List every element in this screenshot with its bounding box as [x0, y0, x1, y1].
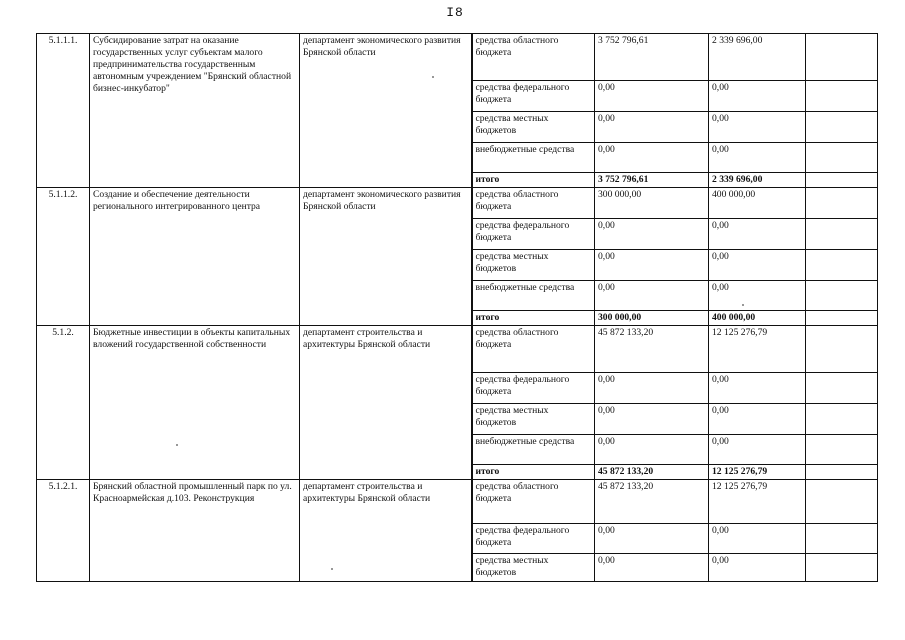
amount-3	[806, 281, 878, 311]
item-department: департамент строительства и архитектуры Брянской области	[300, 326, 472, 480]
scan-speck	[432, 76, 434, 78]
amount-1: 45 872 133,20	[595, 326, 709, 373]
item-number: 5.1.2.	[37, 326, 90, 480]
funding-source: средства местных бюджетов	[472, 112, 595, 143]
amount-3	[806, 326, 878, 373]
amount-1: 0,00	[595, 112, 709, 143]
amount-1: 3 752 796,61	[595, 34, 709, 81]
amount-3	[806, 480, 878, 524]
amount-3	[806, 81, 878, 112]
total-amount-2: 400 000,00	[709, 311, 806, 326]
amount-2: 0,00	[709, 373, 806, 404]
amount-3	[806, 34, 878, 81]
amount-2: 0,00	[709, 143, 806, 173]
amount-3	[806, 404, 878, 435]
total-amount-3	[806, 173, 878, 188]
scan-speck	[742, 304, 744, 306]
amount-1: 300 000,00	[595, 188, 709, 219]
item-number: 5.1.2.1.	[37, 480, 90, 582]
funding-source: средства федерального бюджета	[472, 524, 595, 554]
amount-2: 0,00	[709, 81, 806, 112]
amount-2: 0,00	[709, 435, 806, 465]
total-amount-3	[806, 465, 878, 480]
item-name: Бюджетные инвестиции в объекты капитальных вложений государственной собственности	[90, 326, 300, 480]
amount-1: 45 872 133,20	[595, 480, 709, 524]
funding-source: внебюджетные средства	[472, 143, 595, 173]
amount-3	[806, 435, 878, 465]
item-number: 5.1.1.2.	[37, 188, 90, 326]
table-row	[37, 326, 878, 373]
funding-source: средства местных бюджетов	[472, 404, 595, 435]
total-amount-2: 2 339 696,00	[709, 173, 806, 188]
amount-2: 12 125 276,79	[709, 480, 806, 524]
total-amount-1: 45 872 133,20	[595, 465, 709, 480]
total-label: итого	[472, 311, 595, 326]
funding-source: средства областного бюджета	[472, 188, 595, 219]
amount-2: 400 000,00	[709, 188, 806, 219]
amount-1: 0,00	[595, 404, 709, 435]
item-department: департамент экономического развития Брянской области	[300, 34, 472, 188]
amount-2: 0,00	[709, 524, 806, 554]
total-amount-2: 12 125 276,79	[709, 465, 806, 480]
scan-speck	[176, 444, 178, 446]
funding-source: средства федерального бюджета	[472, 373, 595, 404]
funding-source: средства областного бюджета	[472, 34, 595, 81]
funding-source: средства местных бюджетов	[472, 250, 595, 281]
amount-2: 0,00	[709, 281, 806, 311]
amount-1: 0,00	[595, 373, 709, 404]
table-row	[37, 480, 878, 524]
item-department: департамент экономического развития Брянской области	[300, 188, 472, 326]
amount-2: 2 339 696,00	[709, 34, 806, 81]
table-row	[37, 188, 878, 219]
funding-source: средства местных бюджетов	[472, 554, 595, 582]
amount-3	[806, 112, 878, 143]
item-name: Создание и обеспечение деятельности регионального интегрированного центра	[90, 188, 300, 326]
funding-source: средства федерального бюджета	[472, 81, 595, 112]
funding-source: внебюджетные средства	[472, 435, 595, 465]
amount-1: 0,00	[595, 524, 709, 554]
total-amount-3	[806, 311, 878, 326]
funding-source: средства областного бюджета	[472, 480, 595, 524]
amount-1: 0,00	[595, 143, 709, 173]
total-label: итого	[472, 465, 595, 480]
total-amount-1: 3 752 796,61	[595, 173, 709, 188]
item-department: департамент строительства и архитектуры Брянской области	[300, 480, 472, 582]
funding-table	[36, 33, 878, 582]
amount-3	[806, 524, 878, 554]
item-number: 5.1.1.1.	[37, 34, 90, 188]
item-name: Брянский областной промышленный парк по ул. Красноармейская д.103. Реконструкция	[90, 480, 300, 582]
amount-1: 0,00	[595, 554, 709, 582]
amount-2: 12 125 276,79	[709, 326, 806, 373]
funding-source: средства областного бюджета	[472, 326, 595, 373]
amount-1: 0,00	[595, 219, 709, 250]
total-amount-1: 300 000,00	[595, 311, 709, 326]
amount-2: 0,00	[709, 219, 806, 250]
table-row	[37, 34, 878, 81]
scan-speck	[331, 568, 333, 570]
amount-3	[806, 554, 878, 582]
amount-3	[806, 373, 878, 404]
amount-1: 0,00	[595, 435, 709, 465]
amount-1: 0,00	[595, 281, 709, 311]
amount-2: 0,00	[709, 250, 806, 281]
amount-1: 0,00	[595, 250, 709, 281]
amount-2: 0,00	[709, 112, 806, 143]
amount-2: 0,00	[709, 404, 806, 435]
amount-3	[806, 219, 878, 250]
item-name: Субсидирование затрат на оказание государственных услуг субъектам малого предпринимательства государственным автономным учреждением "Брянский областной бизнес-инкубатор"	[90, 34, 300, 188]
page-number: I8	[446, 5, 464, 20]
amount-3	[806, 250, 878, 281]
amount-1: 0,00	[595, 81, 709, 112]
amount-3	[806, 143, 878, 173]
total-label: итого	[472, 173, 595, 188]
funding-source: внебюджетные средства	[472, 281, 595, 311]
amount-2: 0,00	[709, 554, 806, 582]
amount-3	[806, 188, 878, 219]
funding-source: средства федерального бюджета	[472, 219, 595, 250]
